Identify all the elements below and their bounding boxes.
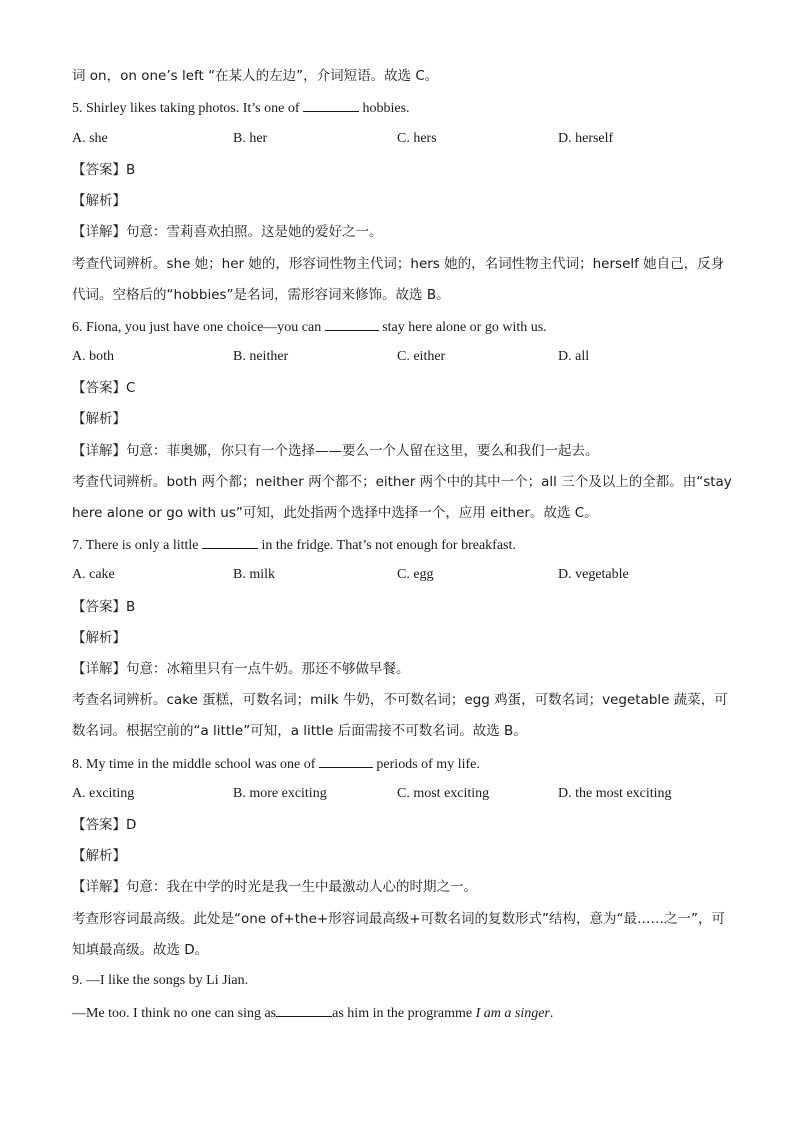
question-text: periods of my life. bbox=[372, 757, 480, 772]
answer-blank bbox=[276, 1003, 332, 1017]
question-text: 7. There is only a little bbox=[72, 538, 202, 553]
option-a: A. cake bbox=[72, 567, 115, 582]
explanation-line: 考查代词辨析。she 她；her 她的，形容词性物主代词；hers 她的，名词性物主代词；herself 她自己，反身 bbox=[72, 256, 725, 272]
option-c: C. hers bbox=[397, 131, 437, 146]
option-b: B. her bbox=[233, 131, 268, 146]
explanation-line: 考查名词辨析。cake 蛋糕，可数名词；milk 牛奶，不可数名词；egg 鸡蛋，可数名词；vegetable 蔬菜，可 bbox=[72, 692, 728, 708]
option-a: A. she bbox=[72, 131, 108, 146]
option-d: D. the most exciting bbox=[558, 786, 672, 801]
analysis-label: 【解析】 bbox=[72, 848, 126, 864]
option-c: C. most exciting bbox=[397, 786, 490, 801]
question-text: 8. My time in the middle school was one of bbox=[72, 757, 319, 772]
explanation-line: 知填最高级。故选 D。 bbox=[72, 942, 209, 958]
option-d: D. vegetable bbox=[558, 567, 629, 582]
programme-title: I am a singer bbox=[475, 1006, 550, 1021]
explanation-line: 代词。空格后的“hobbies”是名词，需形容词来修饰。故选 B。 bbox=[72, 287, 450, 303]
question-text: —Me too. I think no one can sing as bbox=[72, 1006, 277, 1021]
answer-label: 【答案】C bbox=[72, 380, 136, 396]
question-7 bbox=[72, 535, 516, 555]
answer-blank bbox=[319, 754, 373, 768]
explanation-line: here alone or go with us”可知，此处指两个选择中选择一个，应用 either。故选 C。 bbox=[72, 505, 598, 521]
answer-label: 【答案】B bbox=[72, 599, 136, 615]
explanation-line: 考查代词辨析。both 两个都；neither 两个都不；either 两个中的其中一个；all 三个及以上的全都。由“stay bbox=[72, 474, 732, 490]
question-8 bbox=[72, 754, 480, 774]
option-b: B. more exciting bbox=[233, 786, 327, 801]
option-a: A. both bbox=[72, 349, 114, 364]
text-line: 词 on，on one’s left “在某人的左边”，介词短语。故选 C。 bbox=[72, 68, 439, 84]
question-text: in the fridge. That’s not enough for breakfast. bbox=[258, 538, 516, 553]
option-d: D. all bbox=[558, 349, 590, 364]
question-text: 5. Shirley likes taking photos. It’s one of bbox=[72, 101, 303, 116]
question-text: . bbox=[549, 1006, 554, 1021]
answer-blank bbox=[325, 317, 379, 331]
detail-line: 【详解】句意：冰箱里只有一点牛奶。那还不够做早餐。 bbox=[72, 661, 410, 677]
question-text: stay here alone or go with us. bbox=[378, 320, 547, 335]
option-c: C. egg bbox=[397, 567, 434, 582]
option-a: A. exciting bbox=[72, 786, 135, 801]
option-d: D. herself bbox=[558, 131, 614, 146]
explanation-line: 考查形容词最高级。此处是“one of+the+形容词最高级+可数名词的复数形式”结构，意为“最……之一”，可 bbox=[72, 911, 725, 927]
option-b: B. neither bbox=[233, 349, 289, 364]
detail-line: 【详解】句意：雪莉喜欢拍照。这是她的爱好之一。 bbox=[72, 224, 383, 240]
analysis-label: 【解析】 bbox=[72, 193, 126, 209]
question-9-reply bbox=[72, 1003, 553, 1023]
detail-line: 【详解】句意：菲奥娜，你只有一个选择——要么一个人留在这里，要么和我们一起去。 bbox=[72, 443, 599, 459]
detail-line: 【详解】句意：我在中学的时光是我一生中最激动人心的时期之一。 bbox=[72, 879, 477, 895]
question-text: 6. Fiona, you just have one choice—you can bbox=[72, 320, 325, 335]
answer-blank bbox=[303, 98, 359, 112]
answer-label: 【答案】B bbox=[72, 162, 136, 178]
answer-blank bbox=[202, 535, 258, 549]
option-c: C. either bbox=[397, 349, 446, 364]
question-9: 9. —I like the songs by Li Jian. bbox=[72, 973, 249, 988]
analysis-label: 【解析】 bbox=[72, 411, 126, 427]
question-text: hobbies. bbox=[358, 101, 410, 116]
analysis-label: 【解析】 bbox=[72, 630, 126, 646]
question-6 bbox=[72, 317, 547, 337]
option-b: B. milk bbox=[233, 567, 276, 582]
answer-label: 【答案】D bbox=[72, 817, 137, 833]
question-text: as him in the programme bbox=[332, 1006, 476, 1021]
explanation-line: 数名词。根据空前的“a little”可知，a little 后面需接不可数名词。故选 B。 bbox=[72, 723, 527, 739]
question-5 bbox=[72, 98, 410, 118]
